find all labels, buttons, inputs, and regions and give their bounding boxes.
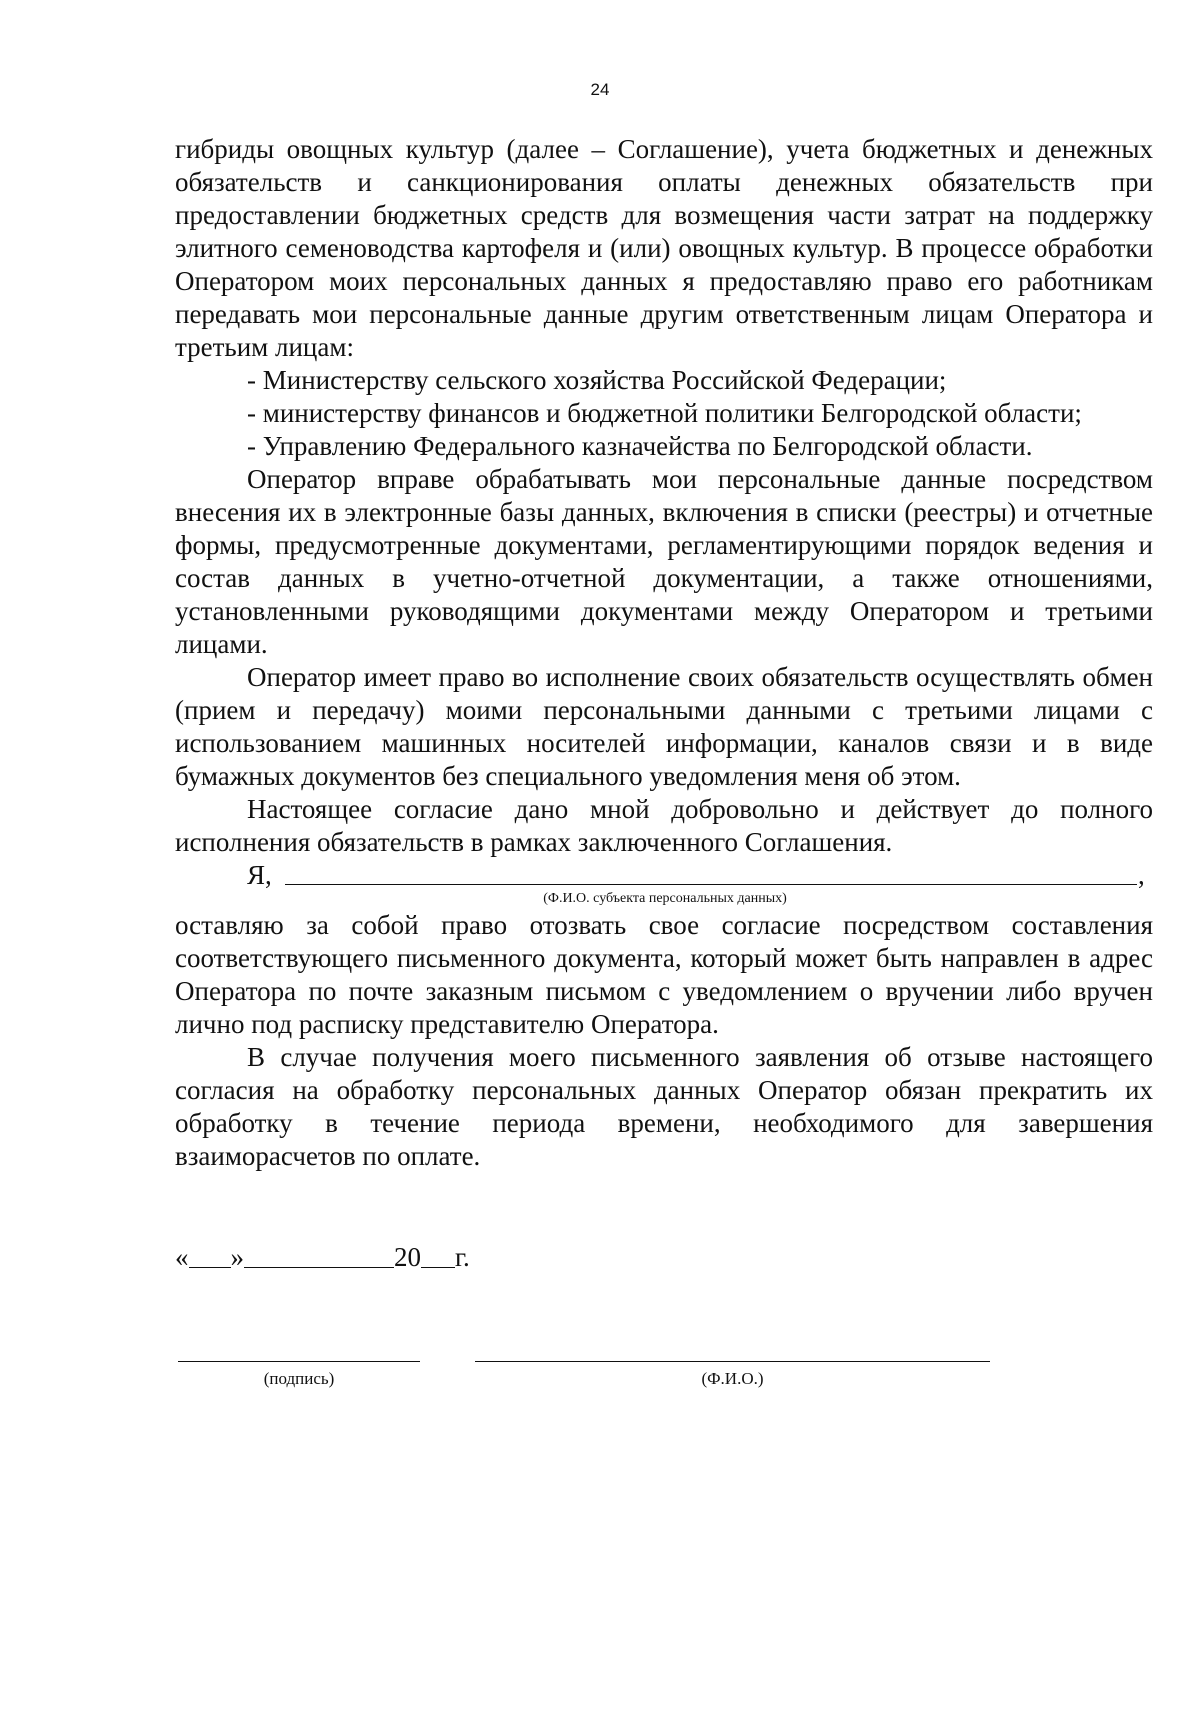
fio-caption: (Ф.И.О.) (701, 1369, 764, 1388)
fio-line[interactable] (475, 1361, 990, 1362)
name-blank[interactable] (285, 884, 1137, 885)
paragraph-consent: Настоящее согласие дано мной добровольно и действует до полного исполнения обязательств в рамках заключенного Соглашения. (175, 794, 1153, 857)
open-quote: « (175, 1242, 189, 1272)
list-item: - Министерству сельского хозяйства Российской Федерации; (247, 365, 947, 395)
year-prefix: 20 (394, 1242, 421, 1272)
paragraph-exchange: Оператор имеет право во исполнение своих обязательств осуществлять обмен (прием и передачу) моими персональными данными с третьими лицами с использованием машинных носителей информации, каналов связи и в виде бумажных документов без специального уведомления меня об этом. (175, 662, 1153, 791)
document-body (175, 133, 1153, 1173)
year-suffix: г. (455, 1242, 470, 1272)
month-blank[interactable] (244, 1241, 394, 1268)
paragraph-processing: Оператор вправе обрабатывать мои персональные данные посредством внесения их в электронные базы данных, включения в списки (реестры) и отчетные формы, предусмотренные документами, регламентирующими порядок ведения и состав данных в учетно-отчетной документации, а также отношениями, установленными руководящими документами между Оператором и третьими лицами. (175, 464, 1153, 659)
paragraph-withdraw: оставляю за собой право отозвать свое согласие посредством составления соответствующего письменного документа, который может быть направлен в адрес Оператора по почте заказным письмом с уведомлением о вручении либо вручен лично под расписку представителю Оператора. (175, 910, 1153, 1039)
paragraph-revocation: В случае получения моего письменного заявления об отзыве настоящего согласия на обработку персональных данных Оператор обязан прекратить их обработку в течение периода времени, необходимого для завершения взаиморасчетов по оплате. (175, 1042, 1153, 1171)
year-blank[interactable] (421, 1241, 455, 1268)
name-blank-caption: (Ф.И.О. субъекта персональных данных) (543, 891, 787, 906)
close-quote: » (230, 1242, 244, 1272)
ya-comma: , (1138, 860, 1145, 890)
day-blank[interactable] (189, 1241, 231, 1268)
date-line (175, 1241, 470, 1274)
signature-caption: (подпись) (263, 1369, 335, 1388)
ya-label: Я, (247, 860, 272, 890)
name-fill-line (175, 859, 1153, 892)
list-item: - министерству финансов и бюджетной политики Белгородской области; (247, 398, 1082, 428)
page-number: 24 (590, 80, 610, 99)
list-item: - Управлению Федерального казначейства по Белгородской области. (247, 431, 1033, 461)
signature-line[interactable] (178, 1361, 420, 1362)
paragraph-intro: гибриды овощных культур (далее – Соглашение), учета бюджетных и денежных обязательств и санкционирования оплаты денежных обязательств при предоставлении бюджетных средств для возмещения части затрат на поддержку элитного семеноводства картофеля и (или) овощных культур. В процессе обработки Оператором моих персональных данных я предоставляю право его работникам передавать мои персональные данные другим ответственным лицам Оператора и третьим лицам: (175, 134, 1153, 362)
